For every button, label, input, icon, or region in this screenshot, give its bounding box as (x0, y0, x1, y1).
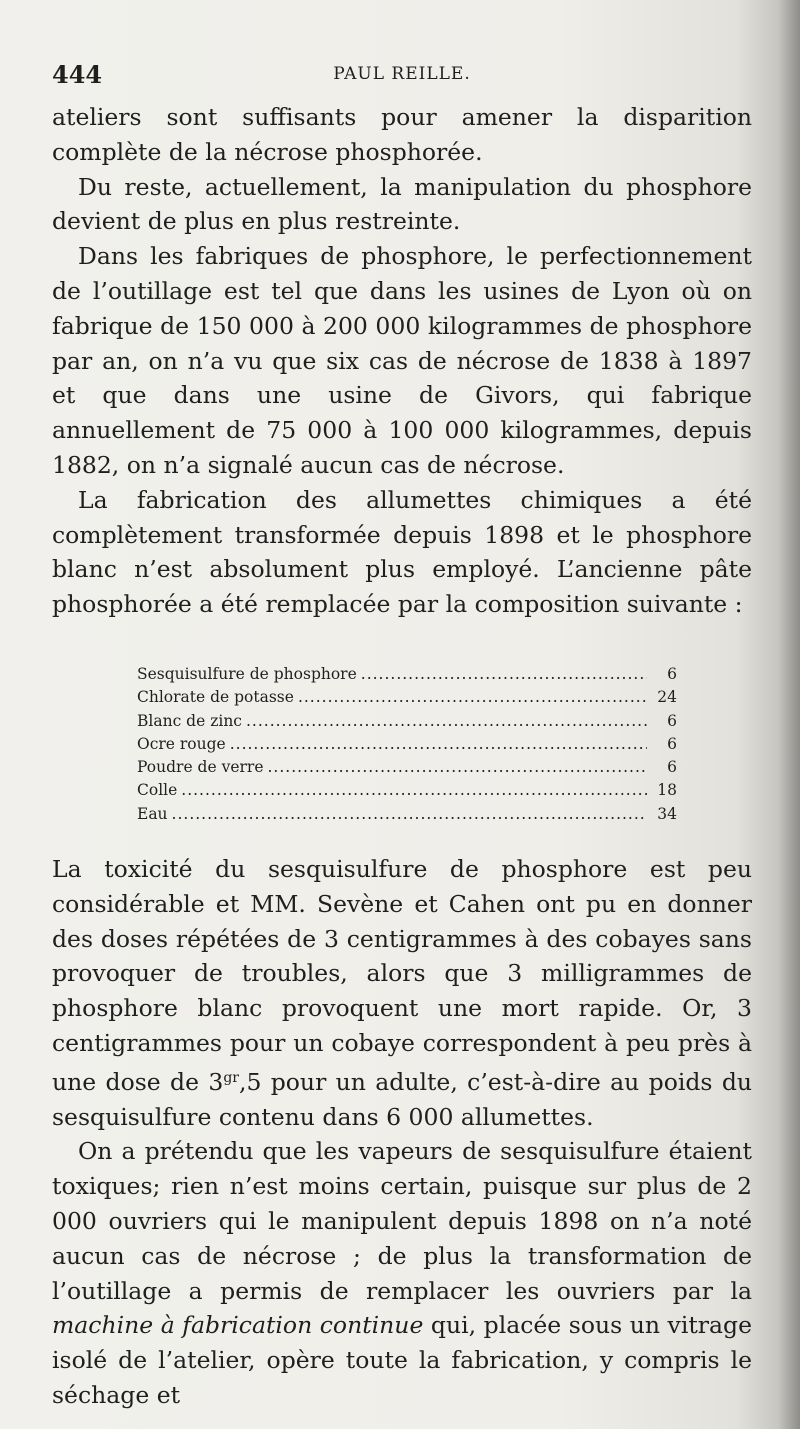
ingredient-quantity: 6 (667, 711, 677, 730)
page-header (52, 60, 752, 90)
ingredient-quantity: 6 (667, 665, 677, 683)
ingredient-name: Chlorate de potasse (137, 688, 294, 707)
table-row (137, 710, 677, 733)
body-text-top (52, 100, 752, 622)
table-row (137, 779, 677, 802)
table-row (137, 756, 677, 779)
table-row (137, 686, 677, 709)
leader-dots (172, 803, 647, 826)
composition-table (137, 663, 677, 826)
ingredient-name: Colle (137, 781, 178, 800)
leader-dots (268, 756, 648, 779)
page-edge-shadow (778, 0, 800, 1429)
toxicity-text-after: ,5 pour un adulte, c’est-à-dire au poids du sesquisulfure contenu dans 6 000 allumettes. (52, 1067, 752, 1131)
ingredient-quantity: 34 (657, 804, 677, 823)
ingredient-quantity: 24 (657, 688, 677, 707)
leader-dots (181, 779, 647, 802)
ingredient-quantity: 18 (657, 781, 677, 800)
table-row (137, 733, 677, 756)
ingredient-name: Sesquisulfure de phosphore (137, 665, 357, 683)
ingredient-name: Ocre rouge (137, 734, 226, 753)
leader-dots (361, 663, 647, 686)
paragraph-matches: La fabrication des allumettes chimiques a été complètement transformée depuis 1898 et le phosphore blanc n’est absolument plus employé. L’ancienne pâte phosphorée a été remplacée par la composition suivante : (52, 485, 752, 619)
ingredient-quantity: 6 (667, 734, 677, 753)
unit-superscript: gr (223, 1069, 239, 1086)
table-row (137, 803, 677, 826)
body-text-bottom (52, 852, 752, 1413)
ingredient-quantity: 6 (667, 758, 677, 777)
vapors-text-after: qui, placée sous un vitrage isolé de l’atelier, opère toute la fabrication, y compris le séchage et (52, 1311, 752, 1409)
paragraph-restriction: Du reste, actuellement, la manipulation du phosphore devient de plus en plus restreinte. (52, 172, 752, 236)
paragraph-continuation: ateliers sont suffisants pour amener la disparition complète de la nécrose phosphorée. (52, 103, 752, 166)
leader-dots (246, 710, 647, 733)
paragraph-toxicity (52, 852, 752, 1134)
toxicity-text-before: La toxicité du sesquisulfure de phosphore est peu considérable et MM. Sevène et Cahen ont pu en donner des doses répétées de 3 centigrammes à des cobayes sans provoquer de troubles, alors que 3 milligrammes de phosphore blanc provoquent une mort rapide. Or, 3 centigrammes pour un cobaye correspondent à peu près à une dose de 3 (52, 855, 752, 1096)
leader-dots (230, 733, 647, 756)
leader-dots (298, 686, 647, 709)
ingredient-name: Poudre de verre (137, 758, 264, 777)
ingredient-name: Eau (137, 804, 168, 823)
ingredient-name: Blanc de zinc (137, 711, 242, 730)
machine-name-italic: machine à fabrication continue (52, 1311, 424, 1340)
paragraph-vapors (52, 1134, 752, 1412)
vapors-text-before: On a prétendu que les vapeurs de sesquisulfure étaient toxiques; rien n’est moins certain, puisque sur plus de 2 000 ouvriers qui le manipulent depuis 1898 on n’a noté aucun cas de nécrose ; de plus la transformation de l’outillage a permis de remplacer les ouvriers par la (52, 1137, 752, 1305)
table-row (137, 663, 677, 686)
paragraph-factories: Dans les fabriques de phosphore, le perfectionnement de l’outillage est tel que dans les usines de Lyon où on fabrique de 150 000 à 200 000 kilogrammes de phosphore par an, on n’a vu que six cas de nécrose de 1838 à 1897 et que dans une usine de Givors, qui fabrique annuellement de 75 000 à 100 000 kilogrammes, depuis 1882, on n’a signalé aucun cas de nécrose. (52, 242, 752, 479)
running-title: PAUL REILLE. (333, 64, 471, 84)
page-number: 444 (52, 60, 103, 89)
